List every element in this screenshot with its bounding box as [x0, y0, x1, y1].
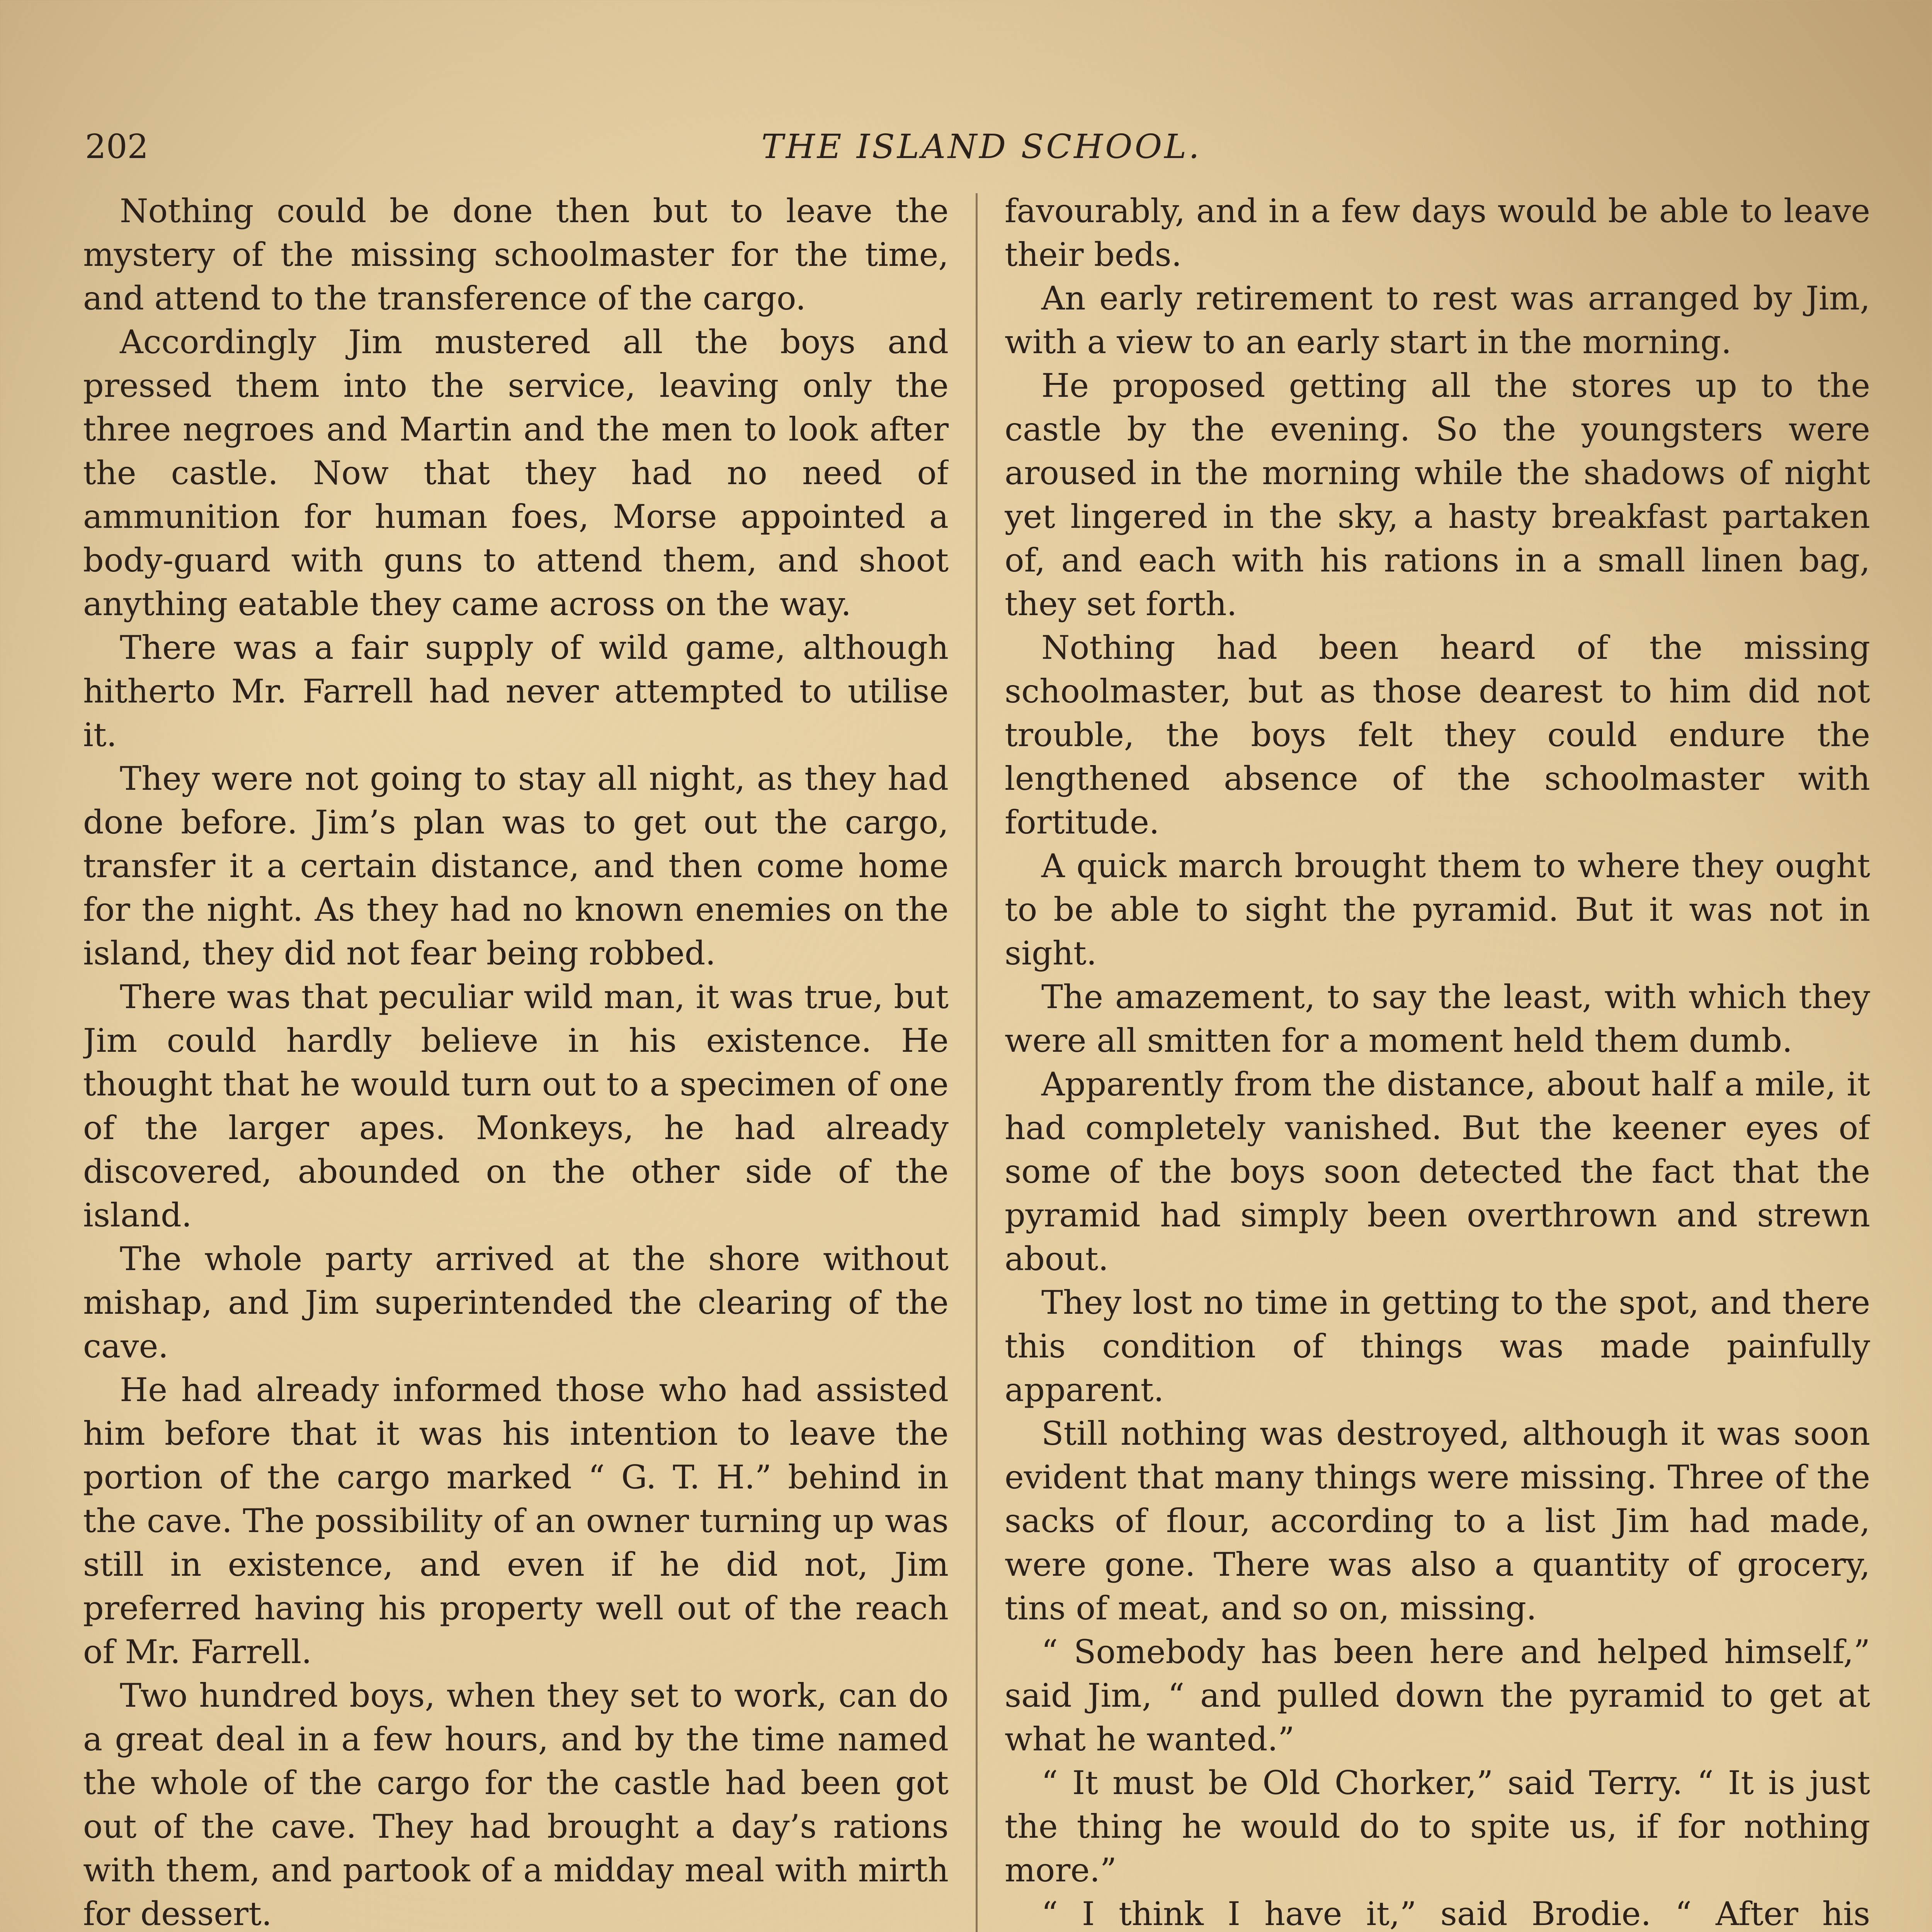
paragraph: Accordingly Jim mustered all the boys and pressed them into the service, leaving only the three negroes and Martin and the men to look after the castle. Now that they had no need of ammunition for human foes, Morse appointed a body-guard with guns to attend them, and shoot anything eatable they came across on the way.	[83, 323, 949, 623]
paragraph: The whole party arrived at the shore without mishap, and Jim superintended the clearing of the cave.	[83, 1240, 949, 1365]
paragraph: They lost no time in getting to the spot, and there this condition of things was made painfully apparent.	[1005, 1284, 1870, 1409]
paragraph: The amazement, to say the least, with which they were all smitten for a moment held them dumb.	[1005, 978, 1870, 1060]
column-divider	[976, 193, 978, 1932]
paragraph-continuation: favourably, and in a few days would be able to leave their beds.	[1005, 192, 1870, 274]
paragraph: Two hundred boys, when they set to work, can do a great deal in a few hours, and by the time named the whole of the cargo for the castle had been got out of the cave. They had brought a day’s rations with them, and partook of a midday meal with mirth for dessert.	[83, 1677, 949, 1932]
left-column	[83, 189, 949, 1932]
paragraph: Nothing had been heard of the missing schoolmaster, but as those dearest to him did not trouble, the boys felt they could endure the lengthened absence of the schoolmaster with fortitude.	[1005, 629, 1870, 841]
paragraph: An early retirement to rest was arranged by Jim, with a view to an early start in the morning.	[1005, 279, 1870, 361]
paragraph: “ I think I have it,” said Brodie. “ After his	[1041, 1895, 1870, 1932]
paragraph: “ It must be Old Chorker,” said Terry. “ It is just the thing he would do to spite us, if for nothing more.”	[1005, 1764, 1870, 1889]
paragraph: A quick march brought them to where they ought to be able to sight the pyramid. But it was not in sight.	[1005, 847, 1870, 972]
right-column	[1005, 189, 1870, 1932]
paragraph: Apparently from the distance, about half a mile, it had completely vanished. But the keener eyes of some of the boys soon detected the fact that the pyramid had simply been overthrown and strewn about.	[1005, 1065, 1870, 1278]
paragraph: There was that peculiar wild man, it was true, but Jim could hardly believe in his existence. He thought that he would turn out to a specimen of one of the larger apes. Monkeys, he had already discovered, abounded on the other side of the island.	[83, 978, 949, 1234]
paragraph: They were not going to stay all night, as they had done before. Jim’s plan was to get out the cargo, transfer it a certain distance, and then come home for the night. As they had no known enemies on the island, they did not fear being robbed.	[83, 760, 949, 972]
running-title: THE ISLAND SCHOOL.	[761, 128, 1202, 166]
paragraph: Still nothing was destroyed, although it was soon evident that many things were missing. Three of the sacks of flour, according to a list Jim had made, were gone. There was also a quantity of grocery, tins of meat, and so on, missing.	[1005, 1415, 1870, 1627]
paragraph: “ Somebody has been here and helped himself,” said Jim, “ and pulled down the pyramid to get at what he wanted.”	[1005, 1633, 1870, 1758]
paragraph: There was a fair supply of wild game, although hitherto Mr. Farrell had never attempted to utilise it.	[83, 629, 949, 754]
page-number: 202	[85, 128, 149, 166]
paragraph: He proposed getting all the stores up to the castle by the evening. So the youngsters were aroused in the morning while the shadows of night yet lingered in the sky, a hasty breakfast partaken of, and each with his rations in a small linen bag, they set forth.	[1005, 367, 1870, 623]
paragraph: Nothing could be done then but to leave the mystery of the missing schoolmaster for the time, and attend to the transference of the cargo.	[83, 192, 949, 317]
page-header	[85, 124, 1878, 170]
paragraph: He had already informed those who had assisted him before that it was his intention to leave the portion of the cargo marked “ G. T. H.” behind in the cave. The possibility of an owner turning up was still in existence, and even if he did not, Jim preferred having his property well out of the reach of Mr. Farrell.	[83, 1371, 949, 1671]
